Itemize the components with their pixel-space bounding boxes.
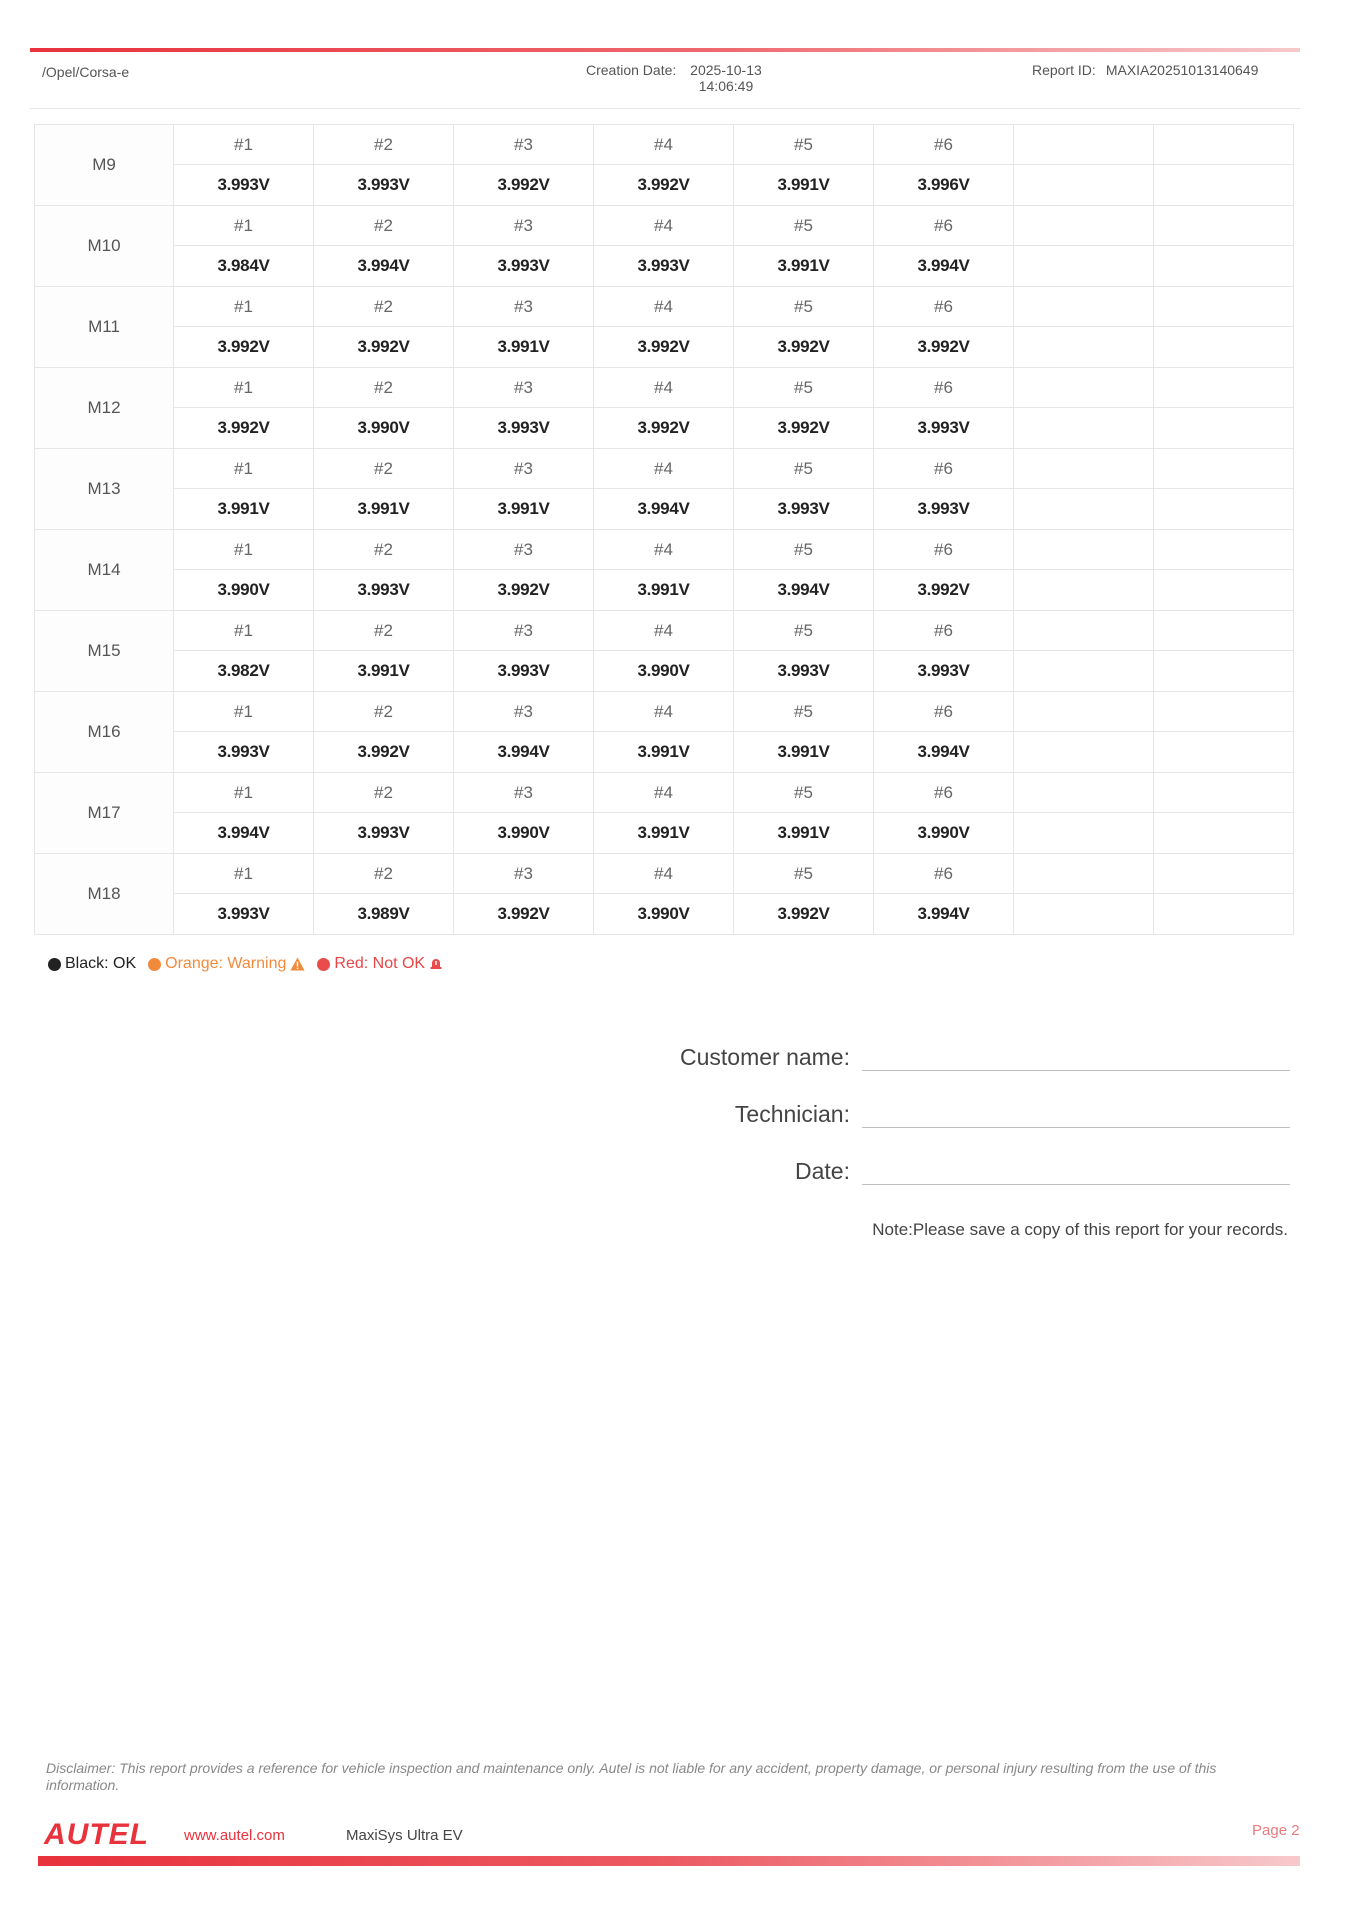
cell-voltage: 3.996V bbox=[874, 165, 1014, 206]
cell-index: #6 bbox=[874, 206, 1014, 246]
empty-cell bbox=[1014, 894, 1154, 935]
cell-voltage: 3.991V bbox=[734, 732, 874, 773]
module-index-row bbox=[35, 287, 1294, 327]
technician-field bbox=[600, 1101, 1290, 1128]
vehicle-path: /Opel/Corsa-e bbox=[42, 64, 130, 80]
date-label: Date: bbox=[795, 1158, 850, 1184]
cell-voltage: 3.994V bbox=[174, 813, 314, 854]
status-legend bbox=[48, 955, 443, 973]
cell-index: #2 bbox=[314, 206, 454, 246]
empty-cell bbox=[1014, 287, 1154, 327]
empty-cell bbox=[1154, 125, 1294, 165]
module-index-row bbox=[35, 449, 1294, 489]
empty-cell bbox=[1014, 854, 1154, 894]
empty-cell bbox=[1014, 611, 1154, 651]
creation-date-label: Creation Date: bbox=[586, 62, 677, 78]
cell-voltage: 3.994V bbox=[594, 489, 734, 530]
module-label: M12 bbox=[35, 368, 174, 449]
cell-voltage: 3.990V bbox=[454, 813, 594, 854]
empty-cell bbox=[1014, 125, 1154, 165]
cell-index: #1 bbox=[174, 530, 314, 570]
cell-voltage: 3.990V bbox=[174, 570, 314, 611]
module-voltage-row bbox=[35, 165, 1294, 206]
header-separator bbox=[30, 108, 1300, 109]
cell-voltage: 3.992V bbox=[594, 165, 734, 206]
module-index-row bbox=[35, 854, 1294, 894]
cell-index: #1 bbox=[174, 692, 314, 732]
empty-cell bbox=[1014, 246, 1154, 287]
cell-voltage: 3.990V bbox=[594, 651, 734, 692]
legend-not-ok bbox=[317, 955, 443, 973]
cell-index: #3 bbox=[454, 530, 594, 570]
legend-ok bbox=[48, 955, 136, 973]
cell-index: #4 bbox=[594, 206, 734, 246]
module-index-row bbox=[35, 692, 1294, 732]
cell-index: #5 bbox=[734, 368, 874, 408]
module-index-row bbox=[35, 611, 1294, 651]
cell-voltage: 3.994V bbox=[874, 732, 1014, 773]
product-name: MaxiSys Ultra EV bbox=[346, 1827, 463, 1844]
cell-voltage: 3.994V bbox=[314, 246, 454, 287]
empty-cell bbox=[1154, 489, 1294, 530]
cell-voltage: 3.993V bbox=[174, 894, 314, 935]
cell-index: #5 bbox=[734, 773, 874, 813]
empty-cell bbox=[1154, 530, 1294, 570]
cell-index: #5 bbox=[734, 287, 874, 327]
cell-voltage: 3.992V bbox=[454, 165, 594, 206]
empty-cell bbox=[1014, 570, 1154, 611]
cell-voltage: 3.990V bbox=[314, 408, 454, 449]
module-index-row bbox=[35, 125, 1294, 165]
legend-warning bbox=[148, 955, 305, 973]
date-line bbox=[862, 1160, 1290, 1185]
cell-voltage: 3.993V bbox=[734, 651, 874, 692]
footer-rule bbox=[38, 1856, 1300, 1866]
cell-voltage: 3.992V bbox=[314, 732, 454, 773]
cell-index: #2 bbox=[314, 611, 454, 651]
module-index-row bbox=[35, 368, 1294, 408]
module-voltage-row bbox=[35, 732, 1294, 773]
cell-index: #2 bbox=[314, 530, 454, 570]
empty-cell bbox=[1154, 408, 1294, 449]
empty-cell bbox=[1154, 651, 1294, 692]
cell-voltage: 3.991V bbox=[734, 165, 874, 206]
cell-voltage: 3.982V bbox=[174, 651, 314, 692]
module-voltage-row bbox=[35, 408, 1294, 449]
cell-voltage: 3.993V bbox=[594, 246, 734, 287]
orange-dot-icon bbox=[148, 958, 161, 971]
module-label: M11 bbox=[35, 287, 174, 368]
module-voltage-row bbox=[35, 813, 1294, 854]
empty-cell bbox=[1154, 894, 1294, 935]
page-number: Page 2 bbox=[1252, 1822, 1300, 1839]
empty-cell bbox=[1154, 813, 1294, 854]
header-rule bbox=[30, 48, 1300, 52]
cell-voltage: 3.992V bbox=[174, 408, 314, 449]
cell-index: #3 bbox=[454, 773, 594, 813]
empty-cell bbox=[1154, 368, 1294, 408]
cell-index: #2 bbox=[314, 773, 454, 813]
technician-line bbox=[862, 1103, 1290, 1128]
cell-voltage: 3.992V bbox=[454, 570, 594, 611]
cell-index: #2 bbox=[314, 287, 454, 327]
cell-voltage: 3.984V bbox=[174, 246, 314, 287]
cell-voltage: 3.993V bbox=[454, 408, 594, 449]
cell-voltage: 3.992V bbox=[874, 570, 1014, 611]
cell-index: #6 bbox=[874, 287, 1014, 327]
cell-voltage: 3.994V bbox=[874, 246, 1014, 287]
empty-cell bbox=[1014, 773, 1154, 813]
cell-voltage: 3.993V bbox=[454, 246, 594, 287]
cell-voltage: 3.993V bbox=[314, 165, 454, 206]
cell-index: #2 bbox=[314, 449, 454, 489]
cell-voltage: 3.990V bbox=[594, 894, 734, 935]
cell-voltage: 3.994V bbox=[874, 894, 1014, 935]
cell-index: #3 bbox=[454, 692, 594, 732]
cell-voltage: 3.991V bbox=[454, 327, 594, 368]
black-dot-icon bbox=[48, 958, 61, 971]
empty-cell bbox=[1014, 327, 1154, 368]
module-label: M18 bbox=[35, 854, 174, 935]
cell-index: #4 bbox=[594, 368, 734, 408]
creation-date-value: 2025-10-13 bbox=[690, 62, 762, 78]
empty-cell bbox=[1154, 287, 1294, 327]
cell-index: #5 bbox=[734, 125, 874, 165]
cell-voltage: 3.991V bbox=[594, 813, 734, 854]
module-label: M14 bbox=[35, 530, 174, 611]
customer-name-field bbox=[600, 1044, 1290, 1071]
cell-voltage: 3.991V bbox=[174, 489, 314, 530]
cell-index: #3 bbox=[454, 368, 594, 408]
cell-voltage: 3.992V bbox=[594, 327, 734, 368]
empty-cell bbox=[1154, 327, 1294, 368]
cell-voltage: 3.993V bbox=[314, 570, 454, 611]
cell-voltage: 3.993V bbox=[454, 651, 594, 692]
cell-voltage: 3.993V bbox=[734, 489, 874, 530]
cell-index: #6 bbox=[874, 530, 1014, 570]
empty-cell bbox=[1154, 773, 1294, 813]
module-label: M15 bbox=[35, 611, 174, 692]
cell-voltage: 3.992V bbox=[734, 894, 874, 935]
cell-voltage: 3.992V bbox=[734, 408, 874, 449]
cell-index: #6 bbox=[874, 854, 1014, 894]
cell-index: #5 bbox=[734, 854, 874, 894]
cell-index: #1 bbox=[174, 449, 314, 489]
module-label: M9 bbox=[35, 125, 174, 206]
empty-cell bbox=[1014, 692, 1154, 732]
cell-index: #3 bbox=[454, 611, 594, 651]
empty-cell bbox=[1154, 246, 1294, 287]
module-index-row bbox=[35, 530, 1294, 570]
creation-time-value: 14:06:49 bbox=[698, 78, 754, 94]
module-voltage-row bbox=[35, 327, 1294, 368]
report-id-value: MAXIA20251013140649 bbox=[1105, 62, 1259, 78]
module-index-row bbox=[35, 773, 1294, 813]
technician-label: Technician: bbox=[734, 1101, 850, 1127]
cell-index: #2 bbox=[314, 125, 454, 165]
cell-index: #6 bbox=[874, 449, 1014, 489]
empty-cell bbox=[1154, 570, 1294, 611]
cell-index: #3 bbox=[454, 125, 594, 165]
module-voltage-row bbox=[35, 570, 1294, 611]
empty-cell bbox=[1014, 651, 1154, 692]
cell-index: #6 bbox=[874, 125, 1014, 165]
disclaimer: Disclaimer: This report provides a reference for vehicle inspection and maintenance only. Autel is not liable for any accident, property damage, or personal injury resulting from the use of this information. bbox=[46, 1760, 1217, 1793]
cell-index: #5 bbox=[734, 692, 874, 732]
module-voltage-row bbox=[35, 894, 1294, 935]
cell-voltage: 3.991V bbox=[314, 651, 454, 692]
warning-triangle-icon bbox=[290, 957, 305, 971]
cell-voltage: 3.989V bbox=[314, 894, 454, 935]
empty-cell bbox=[1014, 489, 1154, 530]
empty-cell bbox=[1014, 206, 1154, 246]
cell-voltage: 3.993V bbox=[874, 408, 1014, 449]
cell-index: #3 bbox=[454, 287, 594, 327]
empty-cell bbox=[1154, 165, 1294, 206]
cell-index: #1 bbox=[174, 854, 314, 894]
report-id-label: Report ID: bbox=[1032, 62, 1096, 78]
legend-warning-label: Orange: Warning bbox=[165, 955, 287, 972]
autel-logo: AUTEL bbox=[44, 1818, 149, 1851]
module-voltage-row bbox=[35, 489, 1294, 530]
cell-voltage: 3.993V bbox=[874, 651, 1014, 692]
cell-index: #3 bbox=[454, 449, 594, 489]
cell-voltage: 3.991V bbox=[454, 489, 594, 530]
report-id bbox=[1032, 62, 1258, 78]
cell-voltage: 3.994V bbox=[734, 570, 874, 611]
empty-cell bbox=[1154, 611, 1294, 651]
cell-voltage: 3.992V bbox=[174, 327, 314, 368]
cell-index: #1 bbox=[174, 368, 314, 408]
cell-index: #1 bbox=[174, 206, 314, 246]
cell-index: #4 bbox=[594, 611, 734, 651]
module-label: M17 bbox=[35, 773, 174, 854]
website-link[interactable]: www.autel.com bbox=[184, 1827, 285, 1844]
customer-name-label: Customer name: bbox=[679, 1044, 850, 1070]
cell-voltage: 3.992V bbox=[594, 408, 734, 449]
cell-voltage: 3.993V bbox=[874, 489, 1014, 530]
legend-ok-label: Black: OK bbox=[65, 955, 137, 972]
empty-cell bbox=[1154, 449, 1294, 489]
red-dot-icon bbox=[317, 958, 330, 971]
empty-cell bbox=[1014, 368, 1154, 408]
cell-index: #4 bbox=[594, 773, 734, 813]
cell-voltage: 3.990V bbox=[874, 813, 1014, 854]
cell-index: #5 bbox=[734, 530, 874, 570]
empty-cell bbox=[1154, 732, 1294, 773]
cell-index: #6 bbox=[874, 692, 1014, 732]
cell-index: #3 bbox=[454, 854, 594, 894]
cell-voltage: 3.993V bbox=[174, 732, 314, 773]
cell-voltage: 3.991V bbox=[314, 489, 454, 530]
cell-index: #6 bbox=[874, 368, 1014, 408]
cell-voltage: 3.993V bbox=[314, 813, 454, 854]
cell-index: #1 bbox=[174, 773, 314, 813]
cell-voltage: 3.991V bbox=[594, 570, 734, 611]
cell-index: #1 bbox=[174, 287, 314, 327]
cell-voltage: 3.991V bbox=[734, 813, 874, 854]
date-field bbox=[600, 1158, 1290, 1185]
cell-index: #5 bbox=[734, 611, 874, 651]
cell-index: #1 bbox=[174, 611, 314, 651]
cell-voltage: 3.991V bbox=[734, 246, 874, 287]
cell-index: #2 bbox=[314, 368, 454, 408]
module-voltage-row bbox=[35, 246, 1294, 287]
cell-index: #3 bbox=[454, 206, 594, 246]
empty-cell bbox=[1154, 206, 1294, 246]
empty-cell bbox=[1014, 813, 1154, 854]
cell-voltage: 3.991V bbox=[594, 732, 734, 773]
cell-voltage: 3.992V bbox=[734, 327, 874, 368]
alarm-bell-icon bbox=[429, 957, 443, 971]
cell-index: #6 bbox=[874, 773, 1014, 813]
cell-voltage: 3.992V bbox=[874, 327, 1014, 368]
cell-index: #2 bbox=[314, 854, 454, 894]
cell-index: #4 bbox=[594, 530, 734, 570]
cell-index: #1 bbox=[174, 125, 314, 165]
cell-voltage: 3.992V bbox=[314, 327, 454, 368]
records-note: Note:Please save a copy of this report for your records. bbox=[872, 1220, 1288, 1239]
cell-index: #4 bbox=[594, 692, 734, 732]
cell-index: #4 bbox=[594, 125, 734, 165]
cell-index: #6 bbox=[874, 611, 1014, 651]
cell-index: #4 bbox=[594, 287, 734, 327]
cell-index: #4 bbox=[594, 449, 734, 489]
cell-voltage-table bbox=[34, 124, 1294, 935]
empty-cell bbox=[1014, 449, 1154, 489]
cell-voltage: 3.992V bbox=[454, 894, 594, 935]
creation-date bbox=[586, 62, 762, 94]
legend-not-ok-label: Red: Not OK bbox=[334, 955, 426, 972]
module-label: M10 bbox=[35, 206, 174, 287]
cell-voltage: 3.993V bbox=[174, 165, 314, 206]
empty-cell bbox=[1154, 854, 1294, 894]
cell-index: #5 bbox=[734, 449, 874, 489]
module-index-row bbox=[35, 206, 1294, 246]
empty-cell bbox=[1014, 408, 1154, 449]
cell-index: #2 bbox=[314, 692, 454, 732]
module-label: M13 bbox=[35, 449, 174, 530]
cell-index: #5 bbox=[734, 206, 874, 246]
customer-name-line bbox=[862, 1046, 1290, 1071]
empty-cell bbox=[1014, 530, 1154, 570]
module-label: M16 bbox=[35, 692, 174, 773]
cell-voltage: 3.994V bbox=[454, 732, 594, 773]
empty-cell bbox=[1154, 692, 1294, 732]
empty-cell bbox=[1014, 732, 1154, 773]
empty-cell bbox=[1014, 165, 1154, 206]
module-voltage-row bbox=[35, 651, 1294, 692]
cell-index: #4 bbox=[594, 854, 734, 894]
